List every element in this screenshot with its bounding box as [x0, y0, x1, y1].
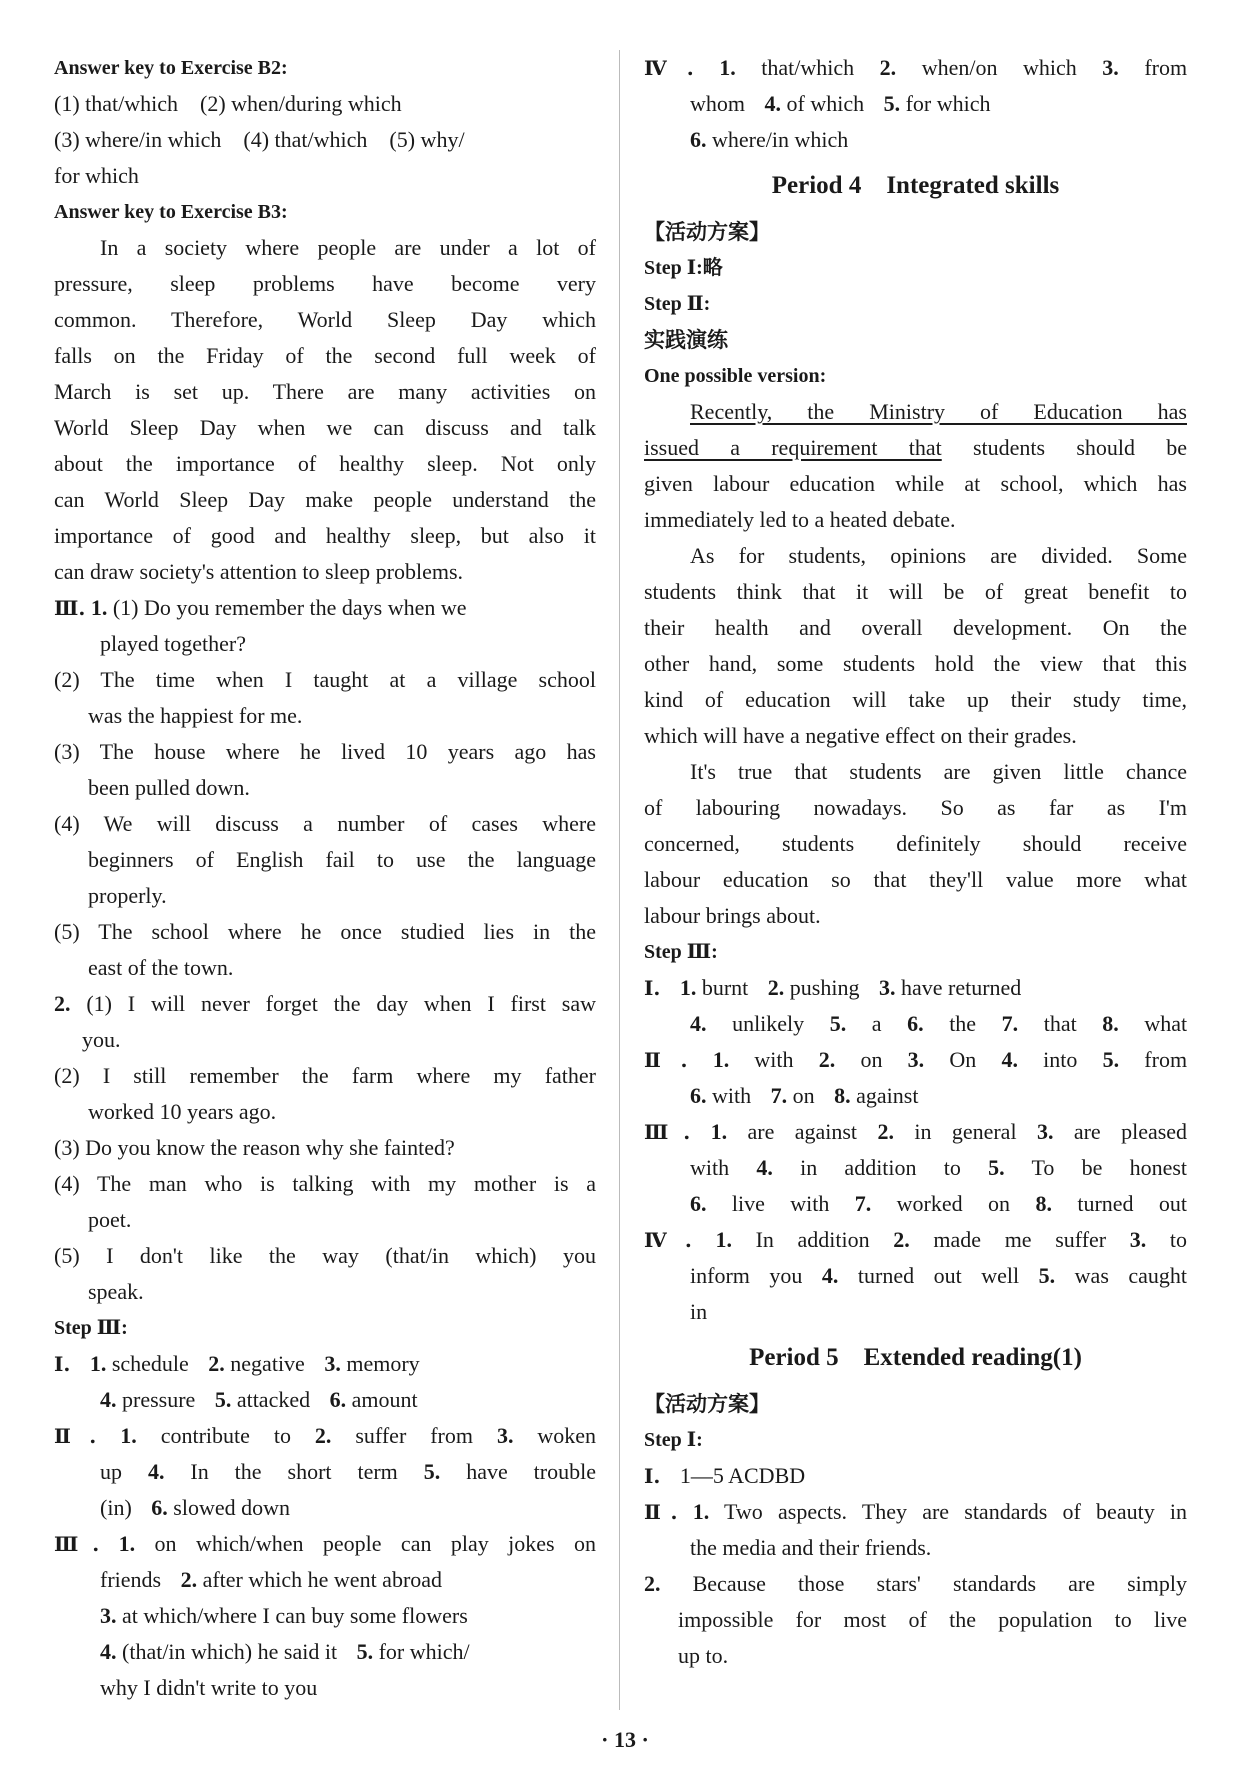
answer-text: from — [1144, 55, 1188, 80]
b3-line: In a society where people are under a lot of — [100, 235, 596, 260]
answer-text: slowed down — [173, 1495, 290, 1520]
answer-text: at which/where I can buy some flowers — [122, 1603, 468, 1628]
answer-line: was the happiest for me. — [88, 703, 303, 728]
choice-row — [644, 1458, 1187, 1494]
item-number: 1. — [89, 1351, 107, 1376]
essay-line: which will have a negative effect on their grades. — [644, 723, 1077, 748]
item-number: 8. — [834, 1083, 851, 1108]
answer-line: (3) The house where he lived 10 years ago has — [54, 739, 596, 764]
answer-text: pushing — [789, 975, 860, 1000]
relative-row — [644, 50, 1187, 86]
section-label: Ⅰ. — [644, 976, 661, 1000]
item-number: 1. — [710, 1119, 728, 1144]
item-number: 4. — [756, 1155, 773, 1180]
answer-line: (5) I don't like the way (that/in which) you — [54, 1243, 596, 1268]
column-divider — [619, 50, 620, 1710]
item-number: 4. — [764, 91, 781, 116]
translation-row: in — [690, 1299, 708, 1324]
answer-text: worked on — [896, 1191, 1011, 1216]
answer-text: are against — [747, 1119, 858, 1144]
answer-text: whom — [690, 91, 745, 116]
answer-text: with — [754, 1047, 794, 1072]
essay-line: labour education so that they'll value more what — [644, 867, 1187, 892]
b2-line: (3) where/in which (4) that/which (5) why/ — [54, 127, 465, 152]
answer-line: worked 10 years ago. — [88, 1099, 277, 1124]
essay-line: As for students, opinions are divided. Some — [690, 543, 1187, 568]
answer-line: (2) I still remember the farm where my father — [54, 1063, 596, 1088]
answer-text: from — [1144, 1047, 1188, 1072]
step-i-title: Step Ⅰ: — [644, 1429, 703, 1451]
answer-text: was caught — [1074, 1263, 1188, 1288]
answer-text: to — [1169, 1227, 1188, 1252]
answer-text: on — [792, 1083, 815, 1108]
section-label: Ⅳ. — [644, 56, 694, 80]
answer-line: (2) The time when I taught at a village school — [54, 667, 596, 692]
answer-text: have trouble — [466, 1459, 596, 1484]
page-number: · 13 · — [601, 1727, 649, 1752]
answer-text: amount — [351, 1387, 418, 1412]
essay-line — [644, 394, 1187, 430]
section-iii-line — [54, 590, 596, 626]
step-iii-title: Step Ⅲ: — [644, 941, 718, 963]
underlined-phrase: issued a requirement that — [644, 435, 942, 460]
item-number: 1. — [120, 1423, 137, 1448]
item-number: 5. — [883, 91, 901, 116]
right-column — [644, 50, 1187, 1674]
vocab-row — [54, 1382, 596, 1418]
b3-line: common. Therefore, World Sleep Day which — [54, 307, 596, 332]
answer-text: a — [871, 1011, 882, 1036]
phrase-row — [644, 1114, 1187, 1150]
essay-line: concerned, students definitely should receive — [644, 831, 1187, 856]
item-number: 3. — [324, 1351, 341, 1376]
essay-line: It's true that students are given little chance — [690, 759, 1187, 784]
item-number: 3. — [878, 975, 896, 1000]
item-number: 7. — [1001, 1011, 1019, 1036]
answer-text: have returned — [900, 975, 1022, 1000]
phrase-row — [54, 1418, 596, 1454]
period-4-title: Period 4 Integrated skills — [771, 172, 1060, 199]
answer-text: (in) — [100, 1495, 132, 1520]
section-label: Ⅲ. — [54, 1532, 100, 1556]
answer-text: for which/ — [378, 1639, 470, 1664]
answer-line: been pulled down. — [88, 775, 250, 800]
relative-row — [644, 86, 1187, 122]
step-iii-title: Step Ⅲ: — [54, 1317, 128, 1339]
preposition-row — [644, 1042, 1187, 1078]
answer-text: (that/in which) he said it — [122, 1639, 338, 1664]
answer-text: with — [712, 1083, 752, 1108]
item-number: 1. — [692, 1499, 710, 1524]
item-number: 4. — [1001, 1047, 1018, 1072]
item-number: 5. — [356, 1639, 374, 1664]
essay-line: other hand, some students hold the view that this — [644, 651, 1187, 676]
answer-text: where/in which — [712, 127, 849, 152]
item-number: 4. — [821, 1263, 839, 1288]
section-label: Ⅱ. — [54, 1424, 97, 1448]
answer-text: into — [1043, 1047, 1078, 1072]
item-number: 7. — [770, 1083, 788, 1108]
answer-text: in addition to — [800, 1155, 961, 1180]
phrase-row — [644, 1150, 1187, 1186]
item-number: 3. — [100, 1603, 117, 1628]
answer-text: what — [1144, 1011, 1188, 1036]
item-number: 2. — [818, 1047, 836, 1072]
item-number: 2. — [767, 975, 785, 1000]
answer-text: that — [1043, 1011, 1077, 1036]
item-number: 3. — [1102, 55, 1119, 80]
answer-text: after which he went abroad — [202, 1567, 443, 1592]
answer-line: (3) Do you know the reason why she fainted? — [54, 1135, 455, 1160]
answer-text: In addition — [755, 1227, 870, 1252]
sentence-row: why I didn't write to you — [100, 1675, 318, 1700]
answer-line: poet. — [88, 1207, 132, 1232]
question-row: impossible for most of the population to live — [678, 1607, 1187, 1632]
item-number: 7. — [854, 1191, 872, 1216]
item-number: 5. — [829, 1011, 847, 1036]
item-number: 1. — [712, 1047, 730, 1072]
answer-text: turned out well — [857, 1263, 1020, 1288]
item-number: 2. — [893, 1227, 910, 1252]
item-number: 6. — [329, 1387, 347, 1412]
answer-line: properly. — [88, 883, 167, 908]
item-number: 5. — [988, 1155, 1005, 1180]
item-number: 2. — [879, 55, 897, 80]
item-number: 3. — [907, 1047, 925, 1072]
answer-text: woken — [537, 1423, 597, 1448]
item-number: 5. — [214, 1387, 232, 1412]
answer-line: (4) The man who is talking with my mother is a — [54, 1171, 596, 1196]
preposition-row — [644, 1078, 1187, 1114]
b3-line: can draw society's attention to sleep problems. — [54, 559, 464, 584]
answer-text: In the short term — [190, 1459, 398, 1484]
b2-line: (1) that/which (2) when/during which — [54, 91, 402, 116]
answer-text: turned out — [1077, 1191, 1188, 1216]
practice-heading: 实践演练 — [644, 328, 728, 352]
essay-line: given labour education while at school, which has — [644, 471, 1187, 496]
essay-line: their health and overall development. On the — [644, 615, 1187, 640]
essay-line: of labouring nowadays. So as far as I'm — [644, 795, 1187, 820]
word-form-row — [644, 970, 1187, 1006]
answer-text: when/on which — [921, 55, 1077, 80]
relative-row — [644, 122, 1187, 158]
answer-text: memory — [346, 1351, 420, 1376]
item-number: 4. — [100, 1387, 117, 1412]
answer-line: (4) We will discuss a number of cases where — [54, 811, 596, 836]
item-number: 1. — [118, 1531, 136, 1556]
essay-line: labour brings about. — [644, 903, 821, 928]
question-row: the media and their friends. — [690, 1535, 932, 1560]
item-number: 5. — [1102, 1047, 1120, 1072]
answer-text: negative — [230, 1351, 305, 1376]
item-number: 3. — [1129, 1227, 1147, 1252]
underlined-phrase: Recently, the Ministry of Education has — [690, 399, 1187, 424]
section-label: Ⅱ. — [644, 1500, 678, 1524]
item-number: 4. — [100, 1639, 117, 1664]
section-label: Ⅱ. — [644, 1048, 688, 1072]
answer-text: attacked — [236, 1387, 311, 1412]
item-number: 2. — [314, 1423, 332, 1448]
essay-line: students think that it will be of great benefit to — [644, 579, 1187, 604]
item-number: 6. — [690, 1083, 707, 1108]
answer-text: inform you — [690, 1263, 803, 1288]
b3-line: pressure, sleep problems have become very — [54, 271, 596, 296]
b3-title: Answer key to Exercise B3: — [54, 201, 288, 223]
b3-line: March is set up. There are many activities on — [54, 379, 596, 404]
step-i-title: Step Ⅰ:略 — [644, 257, 723, 279]
answer-text: against — [856, 1083, 919, 1108]
item-number: 6. — [690, 127, 707, 152]
item-number: 8. — [1102, 1011, 1119, 1036]
item-number: 3. — [496, 1423, 514, 1448]
answer-text: suffer from — [355, 1423, 473, 1448]
answer-text: are pleased — [1073, 1119, 1188, 1144]
answer-text: Because those stars' standards are simply — [692, 1571, 1187, 1596]
section-label: Ⅲ. — [644, 1120, 691, 1144]
answer-text: To be honest — [1031, 1155, 1188, 1180]
b3-line: about the importance of healthy sleep. Not only — [54, 451, 596, 476]
answer-text: live with — [731, 1191, 830, 1216]
translation-row — [644, 1222, 1187, 1258]
essay-line: kind of education will take up their study time, — [644, 687, 1187, 712]
answer-text: of which — [786, 91, 865, 116]
b3-line: importance of good and healthy sleep, but also it — [54, 523, 596, 548]
activity-plan-heading: 【活动方案】 — [644, 1392, 770, 1416]
question-row: up to. — [678, 1643, 729, 1668]
item-number: 1. — [715, 1227, 732, 1252]
answer-text: on — [860, 1047, 883, 1072]
question-row — [644, 1566, 1187, 1602]
answer-text: in general — [914, 1119, 1017, 1144]
answer-text: burnt — [701, 975, 749, 1000]
phrase-row — [54, 1454, 596, 1490]
answer-text: on which/when people can play jokes on — [154, 1531, 596, 1556]
answer-line: played together? — [100, 631, 246, 656]
item-number: 2. — [54, 991, 71, 1016]
vocab-row — [54, 1346, 596, 1382]
answer-text: pressure — [122, 1387, 196, 1412]
item-number: 2. — [208, 1351, 225, 1376]
phrase-row — [644, 1186, 1187, 1222]
item-number: 1. — [90, 595, 108, 620]
b2-line: for which — [54, 163, 139, 188]
sentence-row — [54, 1598, 596, 1634]
step-ii-title: Step Ⅱ: — [644, 293, 711, 315]
answer-line: you. — [82, 1027, 121, 1052]
answer-text: for which — [905, 91, 991, 116]
answer-line: speak. — [88, 1279, 144, 1304]
answer-text: Two aspects. They are standards of beauty in — [724, 1499, 1188, 1524]
word-form-row — [644, 1006, 1187, 1042]
sentence-row — [54, 1634, 596, 1670]
essay-line — [644, 430, 1187, 466]
answer-text: schedule — [111, 1351, 189, 1376]
answer-text: with — [690, 1155, 730, 1180]
section-label: Ⅰ. — [644, 1464, 661, 1488]
b3-line: can World Sleep Day make people understand the — [54, 487, 596, 512]
item-number: 4. — [690, 1011, 707, 1036]
answer-text: made me suffer — [933, 1227, 1107, 1252]
sentence-row — [54, 1562, 596, 1598]
answer-text: that/which — [761, 55, 855, 80]
answer-text: On — [949, 1047, 977, 1072]
item-number: 3. — [1036, 1119, 1054, 1144]
item-number: 1. — [679, 975, 697, 1000]
answer-line — [54, 986, 596, 1022]
answer-text: up — [100, 1459, 122, 1484]
answer-line: beginners of English fail to use the language — [88, 847, 596, 872]
b2-title: Answer key to Exercise B2: — [54, 57, 288, 79]
item-number: 2. — [180, 1567, 198, 1592]
phrase-row — [54, 1490, 596, 1526]
item-number: 6. — [690, 1191, 707, 1216]
b3-line: falls on the Friday of the second full week of — [54, 343, 596, 368]
activity-plan-heading: 【活动方案】 — [644, 220, 770, 244]
left-column — [54, 50, 596, 1706]
answer-line: east of the town. — [88, 955, 234, 980]
translation-row — [644, 1258, 1187, 1294]
item-number: 1. — [719, 55, 736, 80]
essay-line: immediately led to a heated debate. — [644, 507, 956, 532]
b3-line: World Sleep Day when we can discuss and talk — [54, 415, 596, 440]
item-number: 2. — [644, 1571, 661, 1596]
item-number: 6. — [907, 1011, 924, 1036]
item-number: 5. — [1038, 1263, 1056, 1288]
possible-version-label: One possible version: — [644, 365, 827, 387]
period-5-title: Period 5 Extended reading(1) — [749, 1344, 1082, 1371]
section-label: Ⅳ. — [644, 1228, 692, 1252]
item-number: 5. — [423, 1459, 441, 1484]
answer-text: 1—5 ACDBD — [679, 1463, 806, 1488]
answer-line: (5) The school where he once studied lies in the — [54, 919, 596, 944]
essay-text: students should be — [972, 435, 1187, 460]
answer-text: the — [949, 1011, 977, 1036]
section-label: Ⅰ. — [54, 1352, 71, 1376]
answer-text: (1) Do you remember the days when we — [112, 595, 467, 620]
item-number: 6. — [151, 1495, 168, 1520]
answer-text: (1) I will never forget the day when I first saw — [86, 991, 597, 1016]
answer-text: unlikely — [732, 1011, 805, 1036]
question-row — [644, 1494, 1187, 1530]
item-number: 8. — [1035, 1191, 1052, 1216]
answer-text: friends — [100, 1567, 162, 1592]
item-number: 4. — [147, 1459, 165, 1484]
answer-text: contribute to — [160, 1423, 291, 1448]
item-number: 2. — [877, 1119, 894, 1144]
sentence-row — [54, 1526, 596, 1562]
section-label: Ⅲ. — [54, 596, 86, 620]
